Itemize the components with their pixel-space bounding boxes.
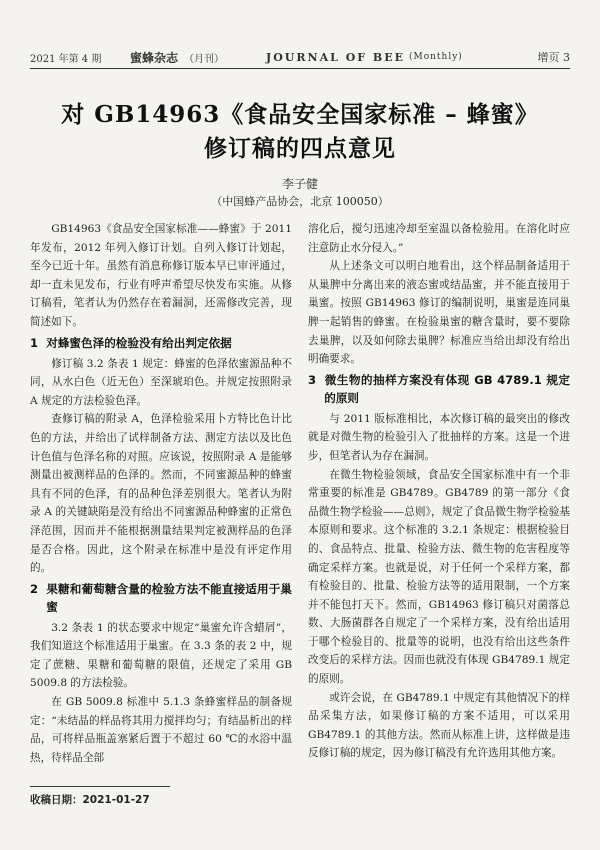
section-1-title: 对蜂蜜色泽的检验没有给出判定依据 (46, 335, 232, 350)
section-2-title: 果糖和葡萄糖含量的检验方法不能直接适用于巢蜜 (46, 581, 292, 614)
issue-number: 2021 年第 4 期 (30, 53, 102, 65)
article-title (30, 98, 570, 166)
section-2-paragraph-1: 3.2 条表 1 的状态要求中规定“巢蜜允许含蜡屑”，我们知道这个标准适用于巢蜜。在 3.3 条的表 2 中，规定了蔗糖、果糖和葡萄糖的限值，还规定了采用 GB 5009.8 的方法检验。 (30, 621, 292, 690)
running-header (30, 46, 570, 68)
section-3-paragraph-3: 或许会说，在 GB4789.1 中规定有其他情况下的样品采集方法，如果修订稿的方案不适用，可以采用 GB4789.1 的其他方法。然而从标准上讲，这样做是违反修订稿的规定，因为修订稿没有允许选用其他方案。 (308, 691, 570, 760)
section-2-paragraph-2: 在 GB 5009.8 标准中 5.1.3 条蜂蜜样品的制备规定：“未结晶的样品将其用力搅拌均匀；有结晶析出的样品，可将样品瓶盖塞紧后置于不超过 60 ℃的水浴中温热，待样品全部 (30, 696, 292, 764)
journal-monthly-en: (Monthly) (408, 52, 463, 62)
section-3-number: 3 (308, 372, 317, 387)
section-3-paragraph-1: 与 2011 版标准相比，本次修订稿的最突出的修改就是对微生物的检验引入了批抽样的方案。这是一个进步，但笔者认为存在漏洞。 (308, 412, 570, 462)
right-column (308, 220, 570, 763)
footer-rule (30, 786, 170, 787)
section-2-paragraph-3: 从上述条文可以明白地看出，这个样品制备适用于从巢脾中分离出来的液态蜜或结晶蜜，并不能直接用于巢蜜。按照 GB14963 修订的编制说明，巢蜜是连同巢脾一起销售的蜂蜜。在检验巢蜜的糖含量时，要不要除去巢脾，以及如何除去巢脾？标准应当给出却没有给出明确要求。 (308, 260, 570, 366)
section-1-paragraph-1: 修订稿 3.2 条表 1 规定：蜂蜜的色泽依蜜源品种不同，从水白色（近无色）至深琥珀色。并规定按照附录 A 规定的方法检验色泽。 (30, 357, 292, 407)
author: 李子健 (281, 177, 318, 191)
section-1-heading (30, 334, 292, 352)
received-date: 收稿日期：2021-01-27 (30, 794, 150, 806)
intro-paragraph: GB14963《食品安全国家标准——蜂蜜》于 2011 年发布，2012 年列入修订计划。自列入修订计划起，至今已近十年。虽然有消息称修订版本早已审评通过，却一直未见发布，行业有呼声希望尽快发布实施。从修订稿看，笔者认为仍然存在着漏洞，还需修改完善，现简述如下。 (30, 223, 292, 328)
journal-name-en: JOURNAL OF BEE (266, 50, 405, 64)
section-3-paragraph-2: 在微生物检验领域，食品安全国家标准中有一个非常重要的标准是 GB4789。GB4789 的第一部分《食品微生物学检验——总则》，规定了食品微生物学检验基本原则和要求。这个标准的 3.2.1 条规定：根据检验目的、食品特点、批量、检验方法、微生物的危害程度等确定采样方案。也就是说，对于任何一个采样方案，都有检验目的、批量、检验方法等的适用限制，一个方案并不能包打天下。然而，GB14963 修订稿只对菌落总数、大肠菌群各自规定了一个采样方案，没有给出适用于哪个检验目的、批量等的说明，也没有给出这些条件改变后的采样方法。因而也就没有体现 GB4789.1 规定的原则。 (308, 468, 570, 686)
left-column (30, 220, 292, 767)
header-rule (30, 68, 570, 69)
section-1-paragraph-2: 查修订稿的附录 A，色泽检验采用卜方特比色计比色的方法，并给出了试样制备方法、测定方法以及比色计色值与色泽名称的对照。应该说，按照附录 A 是能够测量出被测样品的色泽的。然而，不同蜜源品种的蜂蜜具有不同的色泽，有的品种色泽差别很大。笔者认为附录 A 的关键缺陷是没有给出不同蜜源品种蜂蜜的正常色泽范围，因而并不能根据测量结果判定被测样品的色泽是否合格。因此，这个附录在标准中是没有评定作用的。 (30, 413, 292, 575)
page-number: 增页 3 (537, 51, 570, 64)
magazine-name: 蜜蜂杂志 (130, 50, 179, 65)
magazine-monthly-cn: （月刊） (184, 53, 225, 65)
title-line-1: 对 GB14963《食品安全国家标准 – 蜂蜜》 (61, 101, 539, 128)
section-2-heading (30, 580, 292, 616)
title-line-2: 修订稿的四点意见 (204, 135, 396, 162)
affiliation: （中国蜂产品协会，北京 100050） (211, 195, 389, 208)
section-2-number: 2 (30, 581, 39, 596)
section-3-title: 微生物的抽样方案没有体现 GB 4789.1 规定的原则 (324, 372, 570, 405)
section-1-number: 1 (30, 335, 39, 350)
section-3-heading (308, 371, 570, 407)
continued-paragraph: 溶化后，搅匀迅速冷却至室温以备检验用。在溶化时应注意防止水分侵入。” (308, 223, 570, 254)
